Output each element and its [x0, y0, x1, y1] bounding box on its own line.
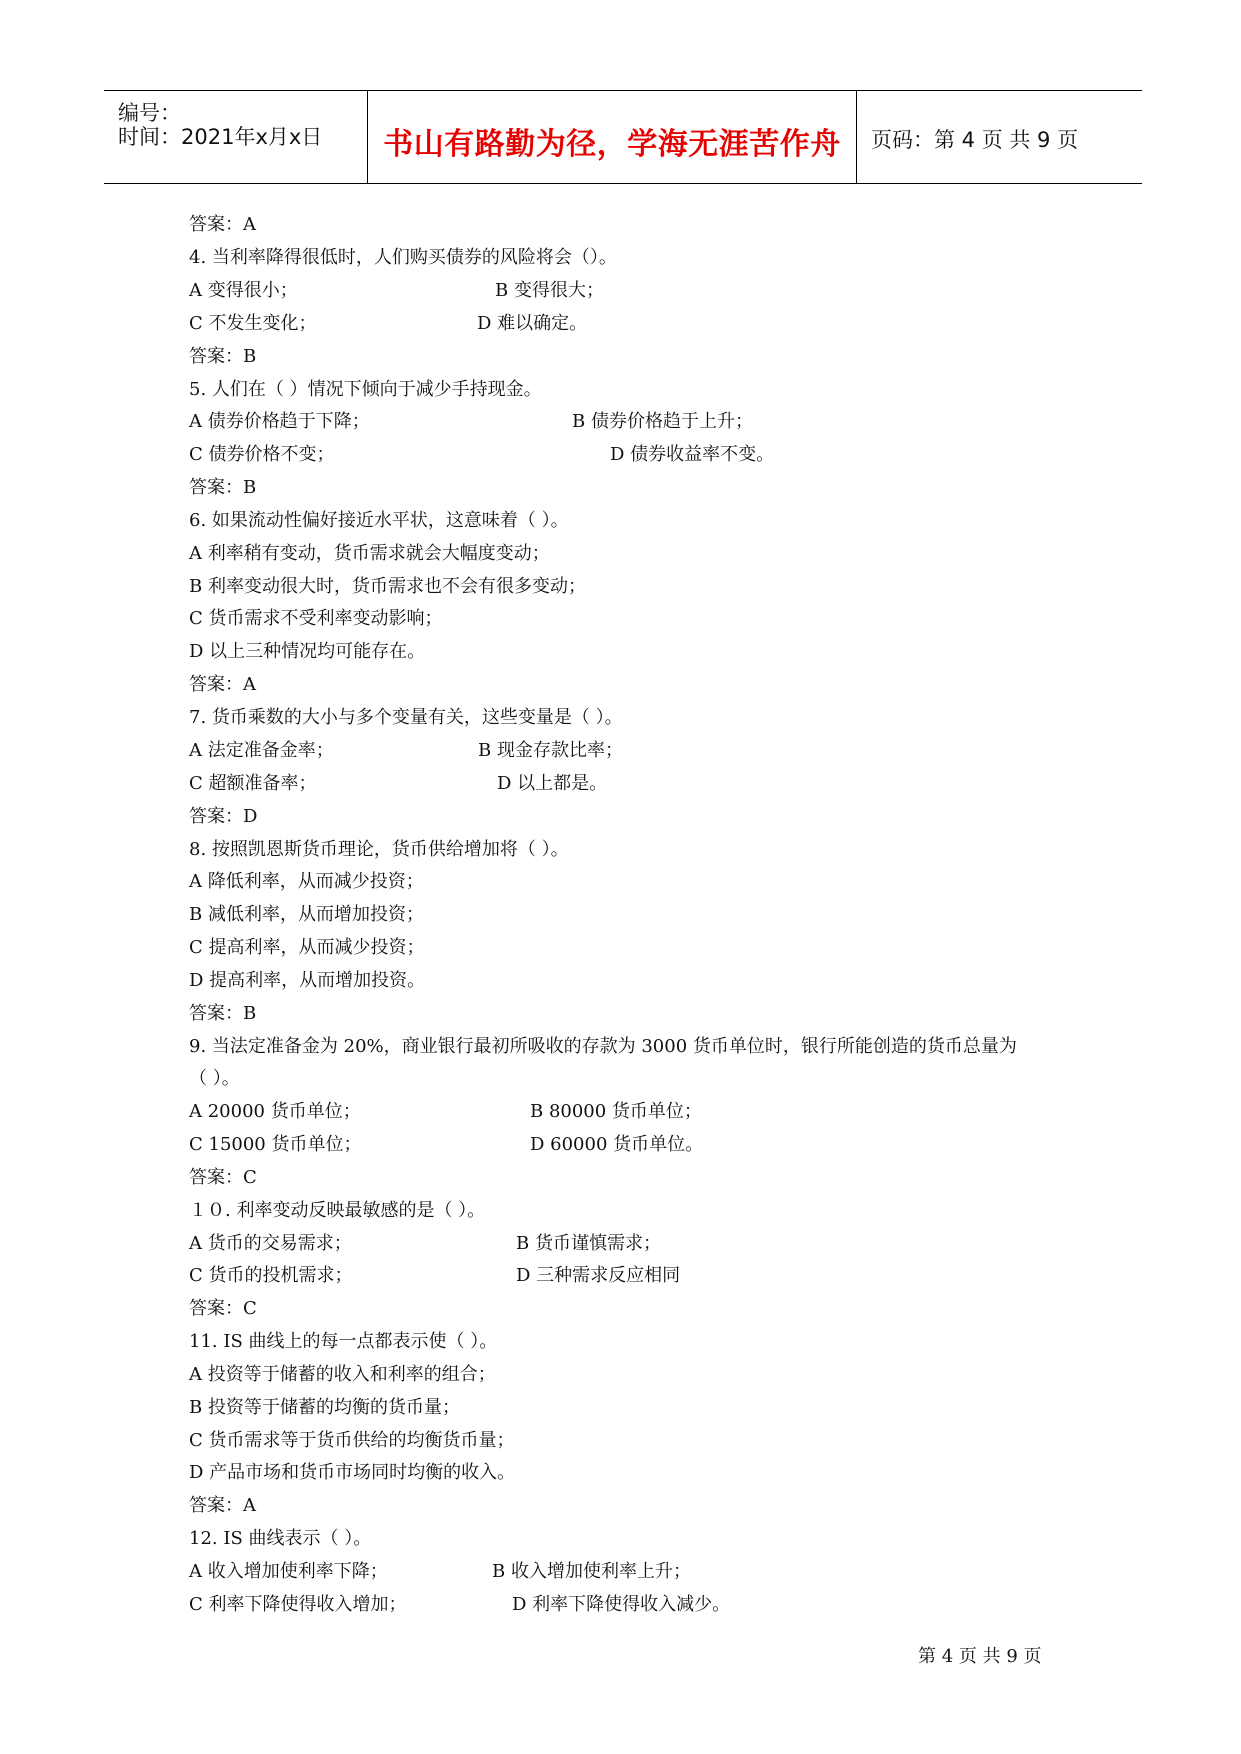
question-line: 8. 按照凯恩斯货币理论，货币供给增加将（ ）。 [189, 839, 569, 860]
answer-line: 答案：D [189, 806, 258, 827]
question-line: 5. 人们在（ ）情况下倾向于减少手持现金。 [189, 379, 542, 400]
option-line: B 80000 货币单位； [530, 1101, 702, 1122]
answer-line: 答案：B [189, 477, 257, 498]
option-line: B 债券价格趋于上升； [572, 411, 753, 432]
option-line: B 利率变动很大时，货币需求也不会有很多变动； [189, 576, 586, 597]
option-line: A 降低利率，从而减少投资； [189, 871, 424, 892]
option-line: A 法定准备金率； [189, 740, 334, 761]
option-line: D 60000 货币单位。 [530, 1134, 704, 1155]
option-line: C 货币的投机需求； [189, 1265, 353, 1286]
option-line: B 收入增加使利率上升； [492, 1561, 691, 1582]
option-line: D 以上都是。 [497, 773, 608, 794]
option-line: A 债券价格趋于下降； [189, 411, 370, 432]
option-line: C 超额准备率； [189, 773, 317, 794]
document-number-label: 编号： [118, 101, 181, 125]
option-line: C 15000 货币单位； [189, 1134, 362, 1155]
option-line: D 难以确定。 [477, 313, 588, 334]
answer-line: 答案：B [189, 1003, 257, 1024]
option-line: D 三种需求反应相同 [516, 1265, 681, 1286]
question-line: 11. IS 曲线上的每一点都表示使（ ）。 [189, 1331, 498, 1352]
answer-line: 答案：C [189, 1167, 257, 1188]
option-line: C 货币需求不受利率变动影响； [189, 608, 443, 629]
option-line: D 利率下降使得收入减少。 [512, 1594, 731, 1615]
option-line: D 以上三种情况均可能存在。 [189, 641, 426, 662]
answer-line: 答案：C [189, 1298, 257, 1319]
answer-line: 答案：A [189, 214, 256, 235]
question-line: １０. 利率变动反映最敏感的是（ ）。 [189, 1200, 486, 1221]
answer-line: 答案：B [189, 346, 257, 367]
option-line: B 减低利率，从而增加投资； [189, 904, 424, 925]
option-line: B 现金存款比率； [478, 740, 623, 761]
option-line: A 20000 货币单位； [189, 1101, 361, 1122]
option-line: C 债券价格不变； [189, 444, 335, 465]
option-line: B 投资等于储蓄的均衡的货币量； [189, 1397, 460, 1418]
option-line: C 不发生变化； [189, 313, 317, 334]
question-line: 12. IS 曲线表示（ ）。 [189, 1528, 372, 1549]
option-line: B 变得很大； [495, 280, 604, 301]
option-line: C 利率下降使得收入增加； [189, 1594, 407, 1615]
option-line: A 利率稍有变动，货币需求就会大幅度变动； [189, 543, 550, 564]
option-line: C 货币需求等于货币供给的均衡货币量； [189, 1430, 515, 1451]
option-line: D 债券收益率不变。 [610, 444, 775, 465]
header-page-info: 页码：第 4 页 共 9 页 [871, 128, 1079, 152]
answer-line: 答案：A [189, 1495, 256, 1516]
option-line: D 提高利率，从而增加投资。 [189, 970, 426, 991]
option-line: C 提高利率，从而减少投资； [189, 937, 425, 958]
option-line: A 收入增加使利率下降； [189, 1561, 388, 1582]
option-line: D 产品市场和货币市场同时均衡的收入。 [189, 1462, 516, 1483]
question-line: 6. 如果流动性偏好接近水平状，这意味着（ ）。 [189, 510, 569, 531]
option-line: B 货币谨慎需求； [516, 1233, 661, 1254]
document-time-label: 时间：2021年x月x日 [118, 125, 323, 149]
question-line: 7. 货币乘数的大小与多个变量有关，这些变量是（ ）。 [189, 707, 623, 728]
question-line: 4. 当利率降得很低时，人们购买债券的风险将会（）。 [189, 247, 617, 268]
answer-line: 答案：A [189, 674, 256, 695]
question-line: （ ）。 [189, 1068, 240, 1089]
option-line: A 投资等于储蓄的收入和利率的组合； [189, 1364, 496, 1385]
page-footer: 第 4 页 共 9 页 [918, 1646, 1042, 1667]
option-line: A 货币的交易需求； [189, 1233, 352, 1254]
question-line: 9. 当法定准备金为 20%，商业银行最初所吸收的存款为 3000 货币单位时，银行所能创造的货币总量为 [189, 1036, 1017, 1057]
option-line: A 变得很小； [189, 280, 298, 301]
header-motto: 书山有路勤为径，学海无涯苦作舟 [383, 127, 841, 162]
